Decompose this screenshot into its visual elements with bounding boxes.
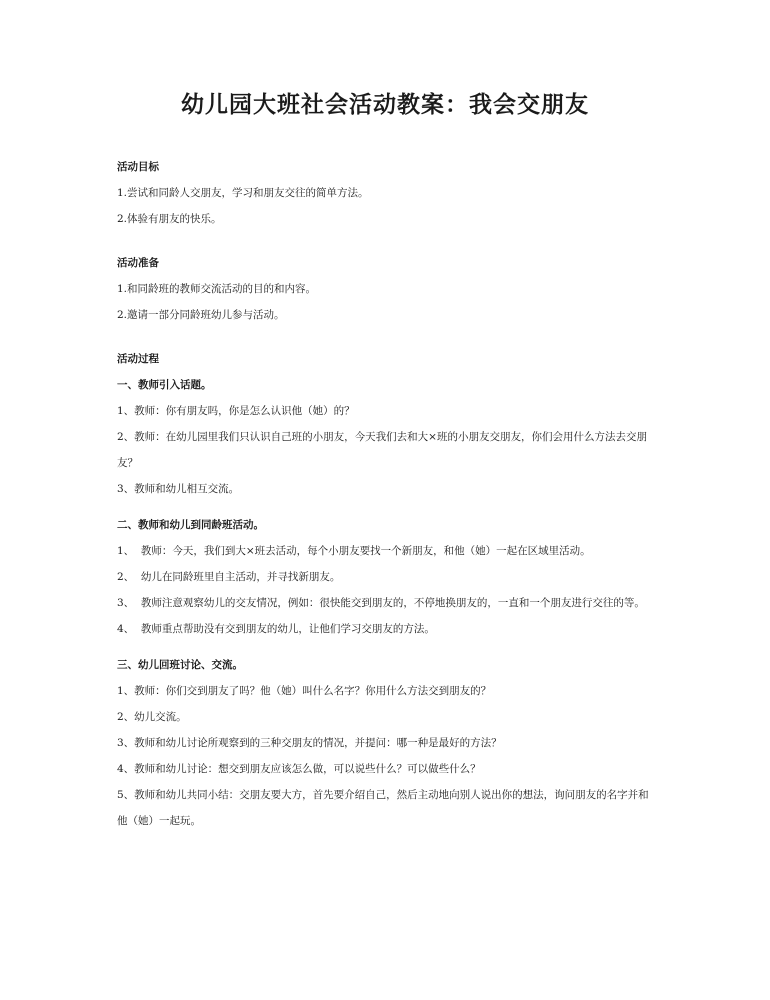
- step-heading: 二、教师和幼儿到同龄班活动。: [117, 519, 264, 531]
- step-heading: 一、教师引入话题。: [117, 379, 212, 391]
- step-item: 3、 教师注意观察幼儿的交友情况，例如：很快能交到朋友的，不停地换朋友的，一直和一个朋友进行交往的等。: [117, 597, 645, 609]
- step-heading: 三、幼儿回班讨论、交流。: [117, 659, 243, 671]
- step-item: 2、幼儿交流。: [117, 711, 187, 723]
- prep-item: 1.和同龄班的教师交流活动的目的和内容。: [117, 283, 317, 295]
- section-heading-process: 活动过程: [117, 353, 159, 365]
- section-heading-prep: 活动准备: [117, 257, 159, 269]
- step-item: 5、教师和幼儿共同小结：交朋友要大方，首先要介绍自己，然后主动地向别人说出你的想法，询问朋友的名字并和他（她）一起玩。: [117, 789, 649, 827]
- step-item: 4、教师和幼儿讨论：想交到朋友应该怎么做，可以说些什么？可以做些什么？: [117, 763, 481, 775]
- section-process: [117, 346, 653, 834]
- goal-item: 1.尝试和同龄人交朋友，学习和朋友交往的简单方法。: [117, 187, 369, 199]
- step-item: 1、 教师：今天，我们到大×班去活动，每个小朋友要找一个新朋友，和他（她）一起在区域里活动。: [117, 545, 591, 557]
- section-goals: [117, 154, 653, 232]
- step-item: 1、教师：你有朋友吗，你是怎么认识他（她）的？: [117, 405, 355, 417]
- prep-item: 2.邀请一部分同龄班幼儿参与活动。: [117, 309, 285, 321]
- step-item: 3、教师和幼儿相互交流。: [117, 483, 240, 495]
- goal-item: 2.体验有朋友的快乐。: [117, 213, 222, 225]
- step-item: 4、 教师重点帮助没有交到朋友的幼儿，让他们学习交朋友的方法。: [117, 623, 435, 635]
- document-title: 幼儿园大班社会活动教案：我会交朋友: [181, 91, 589, 118]
- section-heading-goals: 活动目标: [117, 161, 159, 173]
- step-item: 3、教师和幼儿讨论所观察到的三种交朋友的情况，并提问：哪一种是最好的方法？: [117, 737, 502, 749]
- process-step-2: [117, 512, 653, 642]
- step-item: 2、 幼儿在同龄班里自主活动，并寻找新朋友。: [117, 571, 341, 583]
- process-step-3: [117, 652, 653, 834]
- step-item: 2、教师：在幼儿园里我们只认识自己班的小朋友，今天我们去和大×班的小朋友交朋友，你们会用什么方法去交朋友？: [117, 431, 647, 469]
- section-prep: [117, 250, 653, 328]
- process-step-1: [117, 372, 653, 502]
- step-item: 1、教师：你们交到朋友了吗？他（她）叫什么名字？你用什么方法交到朋友的？: [117, 685, 492, 697]
